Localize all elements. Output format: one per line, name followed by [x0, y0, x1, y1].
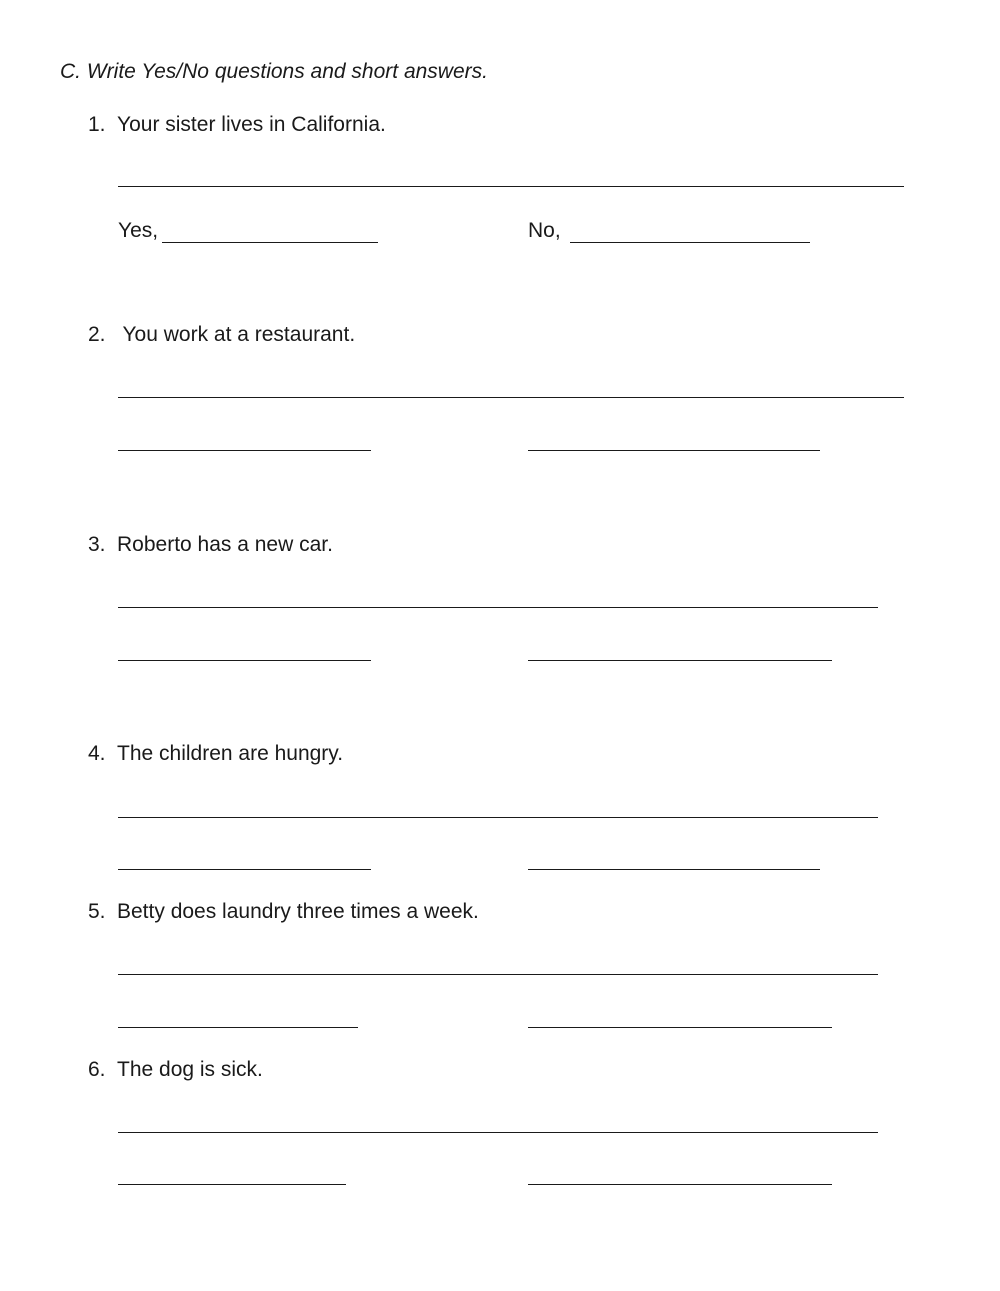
question-answer-line[interactable]: [118, 1132, 878, 1133]
item-number: 4.: [88, 742, 106, 765]
no-answer-line[interactable]: [528, 450, 820, 451]
no-answer-line[interactable]: [528, 1027, 832, 1028]
yes-answer-line[interactable]: [118, 1184, 346, 1185]
no-answer-line[interactable]: [528, 1184, 832, 1185]
item-3-prompt: [88, 533, 333, 557]
yes-label: Yes,: [118, 219, 159, 242]
no-answer-line[interactable]: [570, 242, 810, 243]
no-answer-line[interactable]: [528, 660, 832, 661]
question-answer-line[interactable]: [118, 817, 878, 818]
item-number: 2.: [88, 323, 106, 346]
item-number: 3.: [88, 533, 106, 556]
item-sentence: You work at a restaurant.: [117, 323, 356, 346]
yes-answer-line[interactable]: [118, 660, 371, 661]
no-label: No,: [528, 219, 561, 242]
item-5-prompt: [88, 900, 479, 924]
item-sentence: Betty does laundry three times a week.: [117, 900, 479, 923]
item-sentence: The dog is sick.: [117, 1058, 263, 1081]
item-6-prompt: [88, 1058, 263, 1082]
item-sentence: Your sister lives in California.: [117, 113, 386, 136]
yes-answer-line[interactable]: [118, 869, 371, 870]
item-number: 6.: [88, 1058, 106, 1081]
no-answer-line[interactable]: [528, 869, 820, 870]
question-answer-line[interactable]: [118, 397, 904, 398]
yes-answer-line[interactable]: [162, 242, 378, 243]
question-answer-line[interactable]: [118, 186, 904, 187]
item-1-prompt: [88, 113, 386, 137]
worksheet-instructions: C. Write Yes/No questions and short answers.: [60, 60, 488, 83]
item-number: 5.: [88, 900, 106, 923]
question-answer-line[interactable]: [118, 607, 878, 608]
item-sentence: The children are hungry.: [117, 742, 344, 765]
item-sentence: Roberto has a new car.: [117, 533, 333, 556]
yes-answer-line[interactable]: [118, 1027, 358, 1028]
item-number: 1.: [88, 113, 106, 136]
yes-answer-line[interactable]: [118, 450, 371, 451]
item-4-prompt: [88, 742, 343, 766]
question-answer-line[interactable]: [118, 974, 878, 975]
item-2-prompt: [88, 323, 355, 347]
